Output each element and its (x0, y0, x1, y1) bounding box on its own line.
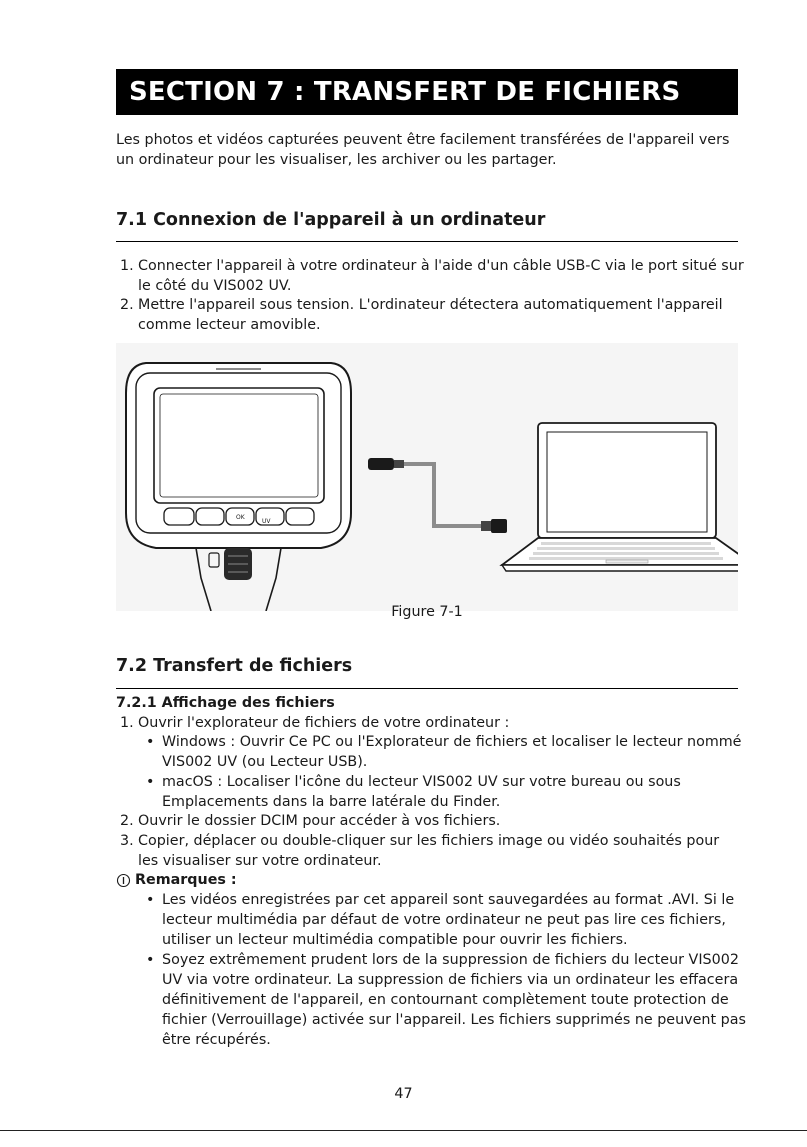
step-line: le côté du VIS002 UV. (138, 278, 292, 294)
subheading-7-2-1: 7.2.1 Affichage des fichiers (116, 695, 335, 711)
intro-line: Les photos et vidéos capturées peuvent être facilement transférées de l'appareil vers (116, 132, 730, 148)
intro-line: un ordinateur pour les visualiser, les archiver ou les partager. (116, 152, 557, 168)
step-line: les visualiser sur votre ordinateur. (138, 853, 382, 869)
step-line: Mettre l'appareil sous tension. L'ordinateur détectera automatiquement l'appareil (138, 297, 723, 313)
step-text: Ouvrir l'explorateur de fichiers de votre ordinateur : (138, 715, 510, 731)
heading-rule (116, 241, 738, 242)
bullet-dot: • (146, 952, 155, 968)
step-line: comme lecteur amovible. (138, 317, 321, 333)
remarks-heading (116, 870, 237, 890)
intro-paragraph (116, 130, 746, 170)
step-line: Copier, déplacer ou double-cliquer sur les fichiers image ou vidéo souhaités pour (138, 833, 720, 849)
remarks-label: Remarques : (135, 872, 237, 888)
figure-7-1 (116, 343, 738, 611)
step-number: 1. (120, 258, 134, 274)
heading-rule (116, 688, 738, 689)
usb-c-cable (368, 458, 507, 533)
inspection-camera-device (126, 363, 351, 611)
bullet-line: Windows : Ouvrir Ce PC ou l'Explorateur de fichiers et localiser le lecteur nommé (162, 734, 742, 750)
bullet-dot: • (146, 892, 155, 908)
step-number: 2. (120, 813, 134, 829)
remark-line: être récupérés. (162, 1032, 271, 1048)
device-button-label: UV (262, 518, 271, 525)
steps-7-1 (116, 256, 746, 336)
bullet-dot: • (146, 734, 155, 750)
remark-line: Soyez extrêmement prudent lors de la suppression de fichiers du lecteur VIS002 (162, 952, 739, 968)
remark-line: fichier (Verrouillage) activée sur l'appareil. Les fichiers supprimés ne peuvent pas (162, 1012, 746, 1028)
section-title: SECTION 7 : TRANSFERT DE FICHIERS (129, 77, 681, 107)
remark-line: utiliser un lecteur multimédia compatible pour ouvrir les fichiers. (162, 932, 628, 948)
remark-line: UV via votre ordinateur. La suppression de fichiers via un ordinateur les effacera (162, 972, 739, 988)
bullet-line: macOS : Localiser l'icône du lecteur VIS002 UV sur votre bureau ou sous (162, 774, 681, 790)
heading-7-2: 7.2 Transfert de fichiers (116, 656, 353, 676)
section-title-banner (116, 69, 738, 115)
figure-caption: Figure 7-1 (391, 604, 463, 620)
page-bottom-rule (0, 1130, 807, 1131)
bullet-dot: • (146, 774, 155, 790)
remark-line: Les vidéos enregistrées par cet appareil sont sauvegardées au format .AVI. Si le (162, 892, 735, 908)
step-text: Ouvrir le dossier DCIM pour accéder à vos fichiers. (138, 813, 501, 829)
page-number: 47 (394, 1086, 413, 1102)
device-button-label: OK (236, 514, 245, 521)
remark-line: lecteur multimédia par défaut de votre ordinateur ne peut pas lire ces fichiers, (162, 912, 726, 928)
connection-illustration (116, 343, 738, 611)
step-number: 1. (120, 715, 134, 731)
step-line: Connecter l'appareil à votre ordinateur à l'aide d'un câble USB-C via le port situé sur (138, 258, 744, 274)
heading-7-1: 7.1 Connexion de l'appareil à un ordinateur (116, 210, 546, 230)
steps-7-2-1 (116, 713, 756, 1048)
info-icon (116, 873, 131, 888)
bullet-line: Emplacements dans la barre latérale du Finder. (162, 794, 501, 810)
step-number: 3. (120, 833, 134, 849)
step-number: 2. (120, 297, 134, 313)
laptop-computer (502, 423, 738, 571)
bullet-line: VIS002 UV (ou Lecteur USB). (162, 754, 368, 770)
remark-line: définitivement de l'appareil, en contournant complètement toute protection de (162, 992, 729, 1008)
